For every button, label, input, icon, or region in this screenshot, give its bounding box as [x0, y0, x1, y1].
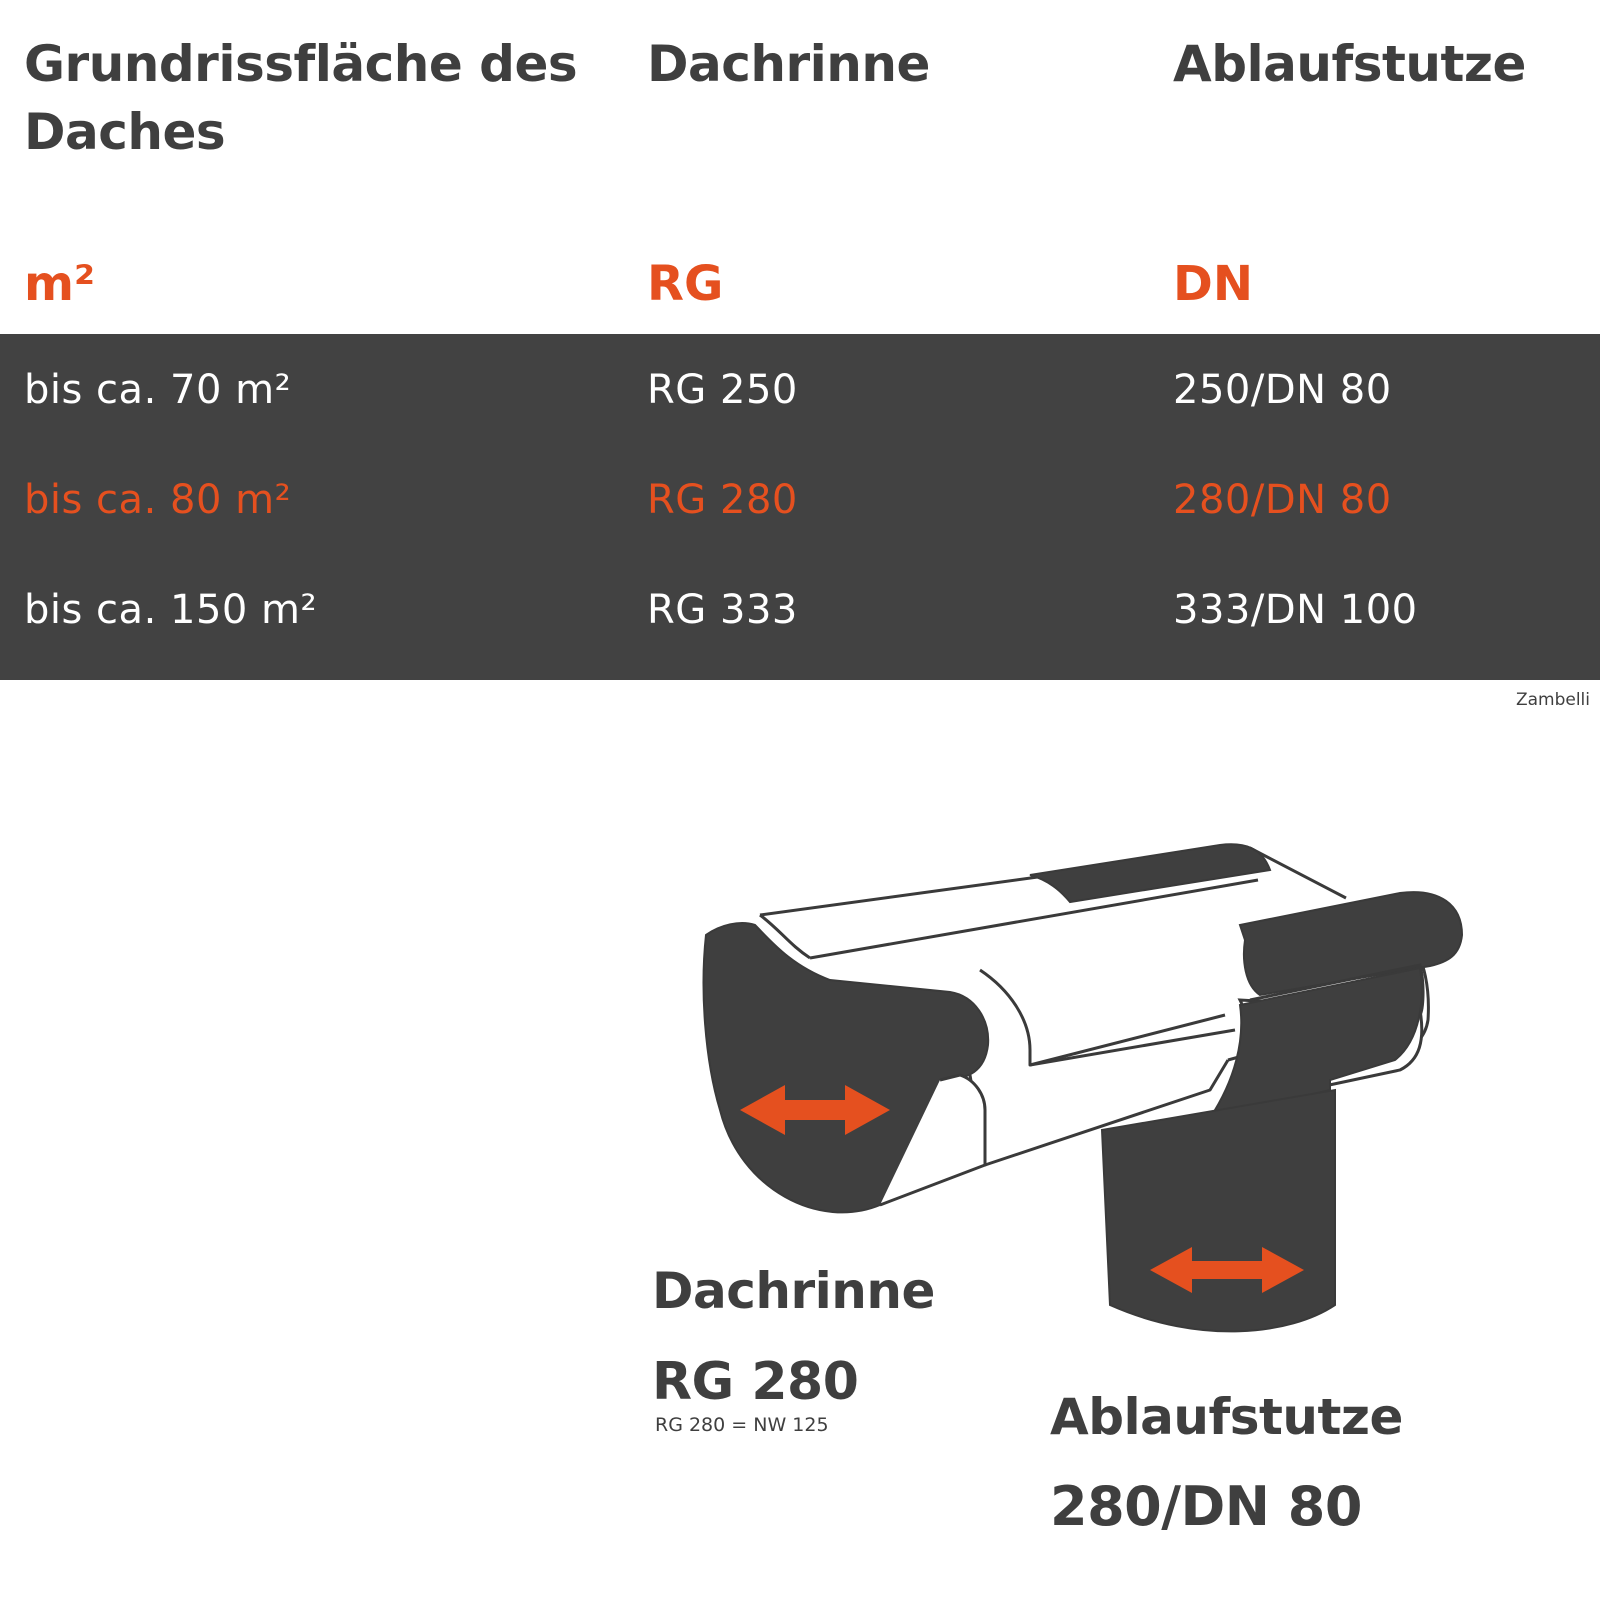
header-area-title: Grundrissfläche des Daches [24, 35, 578, 161]
row-area: bis ca. 80 m² [24, 477, 292, 523]
row-gutter: RG 250 [647, 367, 798, 413]
row-outlet: 250/DN 80 [1173, 367, 1392, 413]
row-area: bis ca. 70 m² [24, 367, 292, 413]
row-area: bis ca. 150 m² [24, 587, 318, 633]
gutter-size-label: RG 280 [652, 1352, 859, 1412]
outlet-size-label: 280/DN 80 [1050, 1475, 1362, 1538]
row-gutter: RG 280 [647, 477, 798, 523]
header-gutter-unit: RG [647, 256, 724, 312]
row-outlet: 333/DN 100 [1173, 587, 1418, 633]
row-outlet: 280/DN 80 [1173, 477, 1392, 523]
gutter-note: RG 280 = NW 125 [655, 1414, 829, 1436]
outlet-label: Ablaufstutze [1050, 1388, 1403, 1446]
header-outlet-unit: DN [1173, 256, 1254, 312]
header-outlet-title: Ablaufstutze [1173, 35, 1526, 93]
gutter-back-strip [1030, 844, 1270, 902]
outlet-pipe [1102, 1090, 1335, 1331]
header-gutter-title: Dachrinne [647, 35, 930, 93]
credit-text: Zambelli [1515, 690, 1590, 710]
gutter-label: Dachrinne [652, 1262, 935, 1320]
header-area-unit: m² [24, 256, 96, 312]
row-gutter: RG 333 [647, 587, 798, 633]
